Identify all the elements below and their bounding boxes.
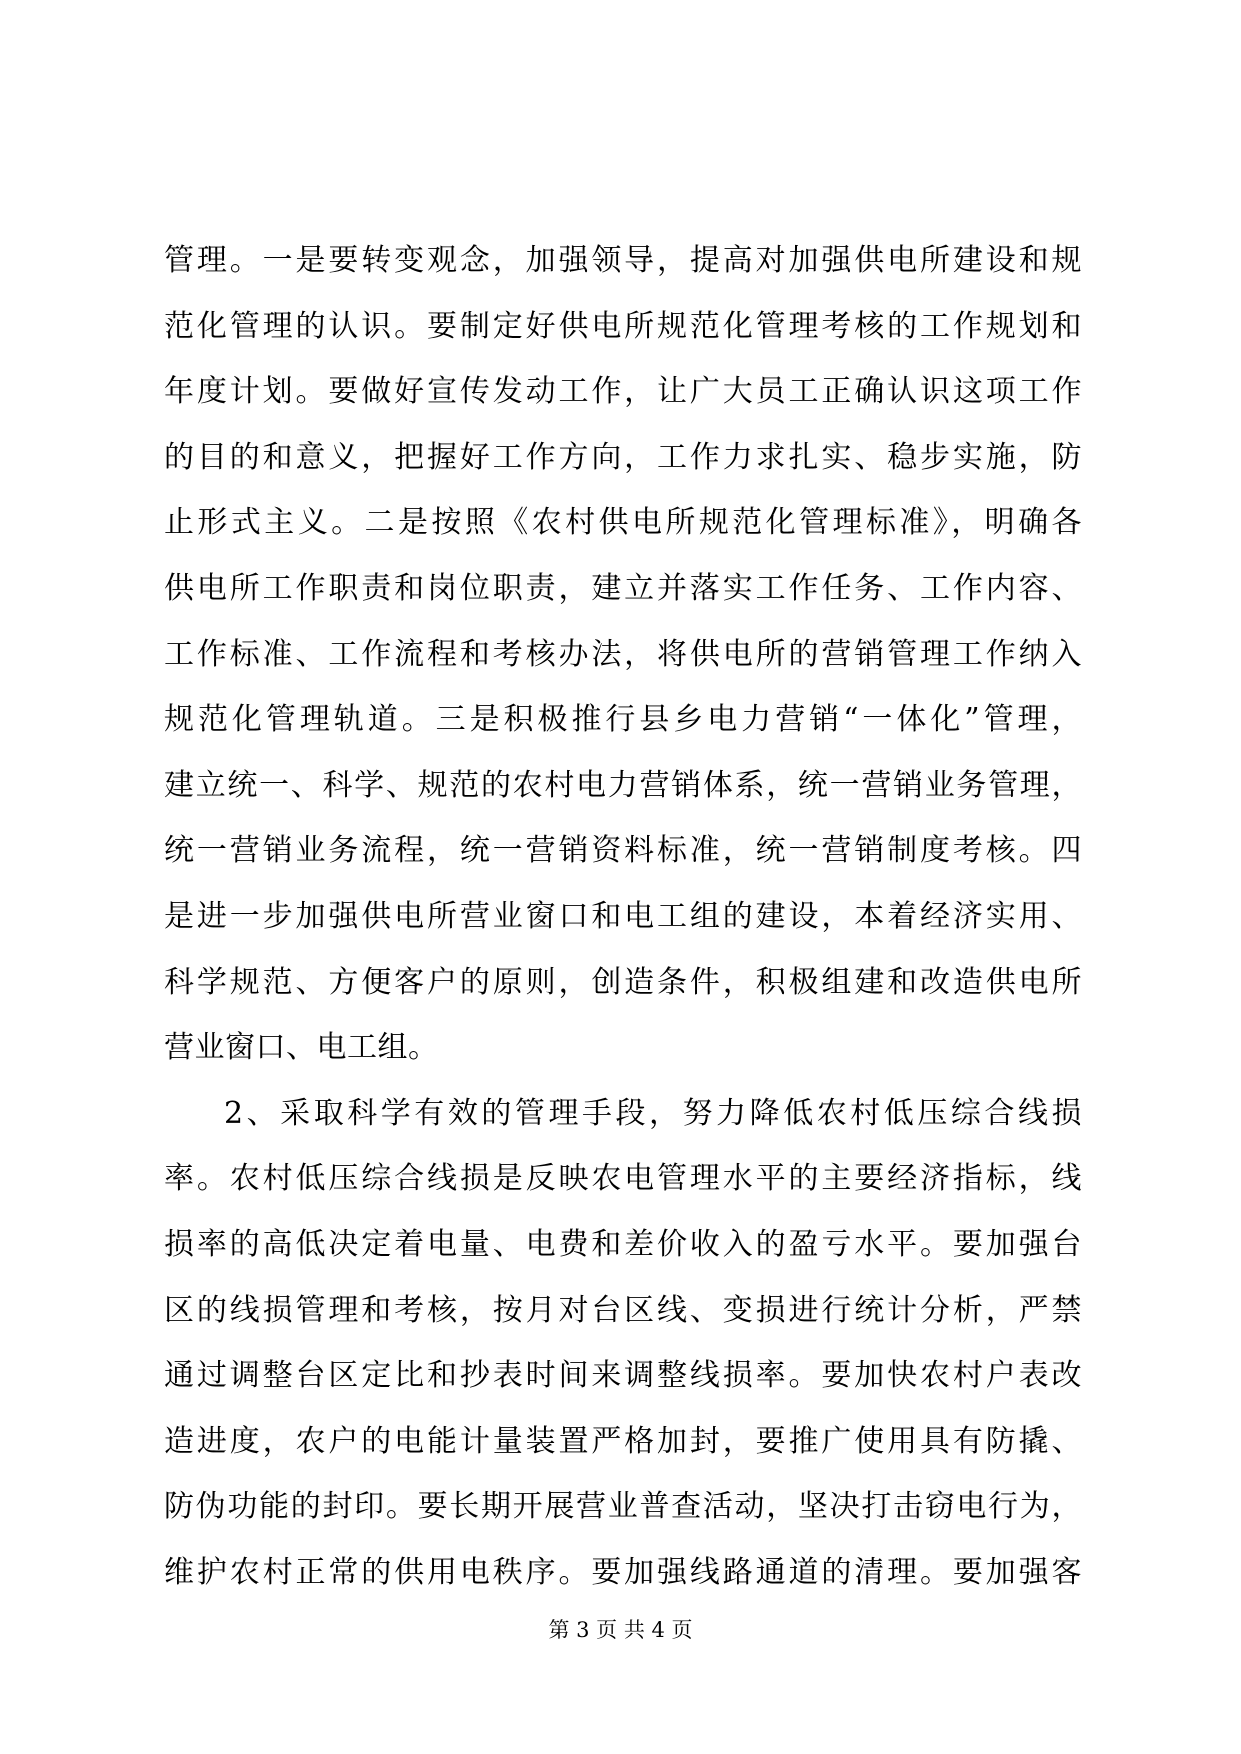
text-line: 的目的和意义，把握好工作方向，工作力求扎实、稳步实施，防 [164, 439, 1082, 475]
text-line: 率。农村低压综合线损是反映农电管理水平的主要经济指标，线 [164, 1161, 1082, 1197]
text-line: 规范化管理轨道。三是积极推行县乡电力营销“一体化”管理， [164, 702, 1082, 738]
text-line: 工作标准、工作流程和考核办法，将供电所的营销管理工作纳入 [164, 636, 1082, 672]
page-number: 第 3 页 共 4 页 [548, 1618, 693, 1642]
document-body [164, 228, 1082, 1605]
text-line: 供电所工作职责和岗位职责，建立并落实工作任务、工作内容、 [164, 570, 1082, 606]
text-line: 维护农村正常的供用电秩序。要加强线路通道的清理。要加强客 [164, 1554, 1082, 1590]
text-line: 区的线损管理和考核，按月对台区线、变损进行统计分析，严禁 [164, 1292, 1082, 1328]
text-line: 损率的高低决定着电量、电费和差价收入的盈亏水平。要加强台 [164, 1226, 1082, 1262]
text-line: 通过调整台区定比和抄表时间来调整线损率。要加快农村户表改 [164, 1358, 1082, 1394]
text-line: 是进一步加强供电所营业窗口和电工组的建设，本着经济实用、 [164, 898, 1082, 934]
page-footer [0, 1614, 1241, 1644]
text-line: 管理。一是要转变观念，加强领导，提高对加强供电所建设和规 [164, 243, 1082, 278]
text-line: 统一营销业务流程，统一营销资料标准，统一营销制度考核。四 [164, 833, 1082, 869]
text-line: 范化管理的认识。要制定好供电所规范化管理考核的工作规划和 [164, 308, 1082, 344]
text-line: 建立统一、科学、规范的农村电力营销体系，统一营销业务管理， [164, 767, 1082, 803]
text-line: 2、采取科学有效的管理手段，努力降低农村低压综合线损 [224, 1095, 1082, 1131]
paragraph-1 [164, 228, 1082, 1081]
paragraph-2 [164, 1081, 1082, 1606]
text-line: 营业窗口、电工组。 [164, 1030, 439, 1066]
text-line: 造进度，农户的电能计量装置严格加封，要推广使用具有防撬、 [164, 1423, 1082, 1459]
text-line: 年度计划。要做好宣传发动工作，让广大员工正确认识这项工作 [164, 374, 1082, 410]
text-line: 防伪功能的封印。要长期开展营业普查活动，坚决打击窃电行为， [164, 1489, 1082, 1525]
text-line: 科学规范、方便客户的原则，创造条件，积极组建和改造供电所 [164, 964, 1082, 1000]
text-line: 止形式主义。二是按照《农村供电所规范化管理标准》，明确各 [164, 505, 1082, 541]
